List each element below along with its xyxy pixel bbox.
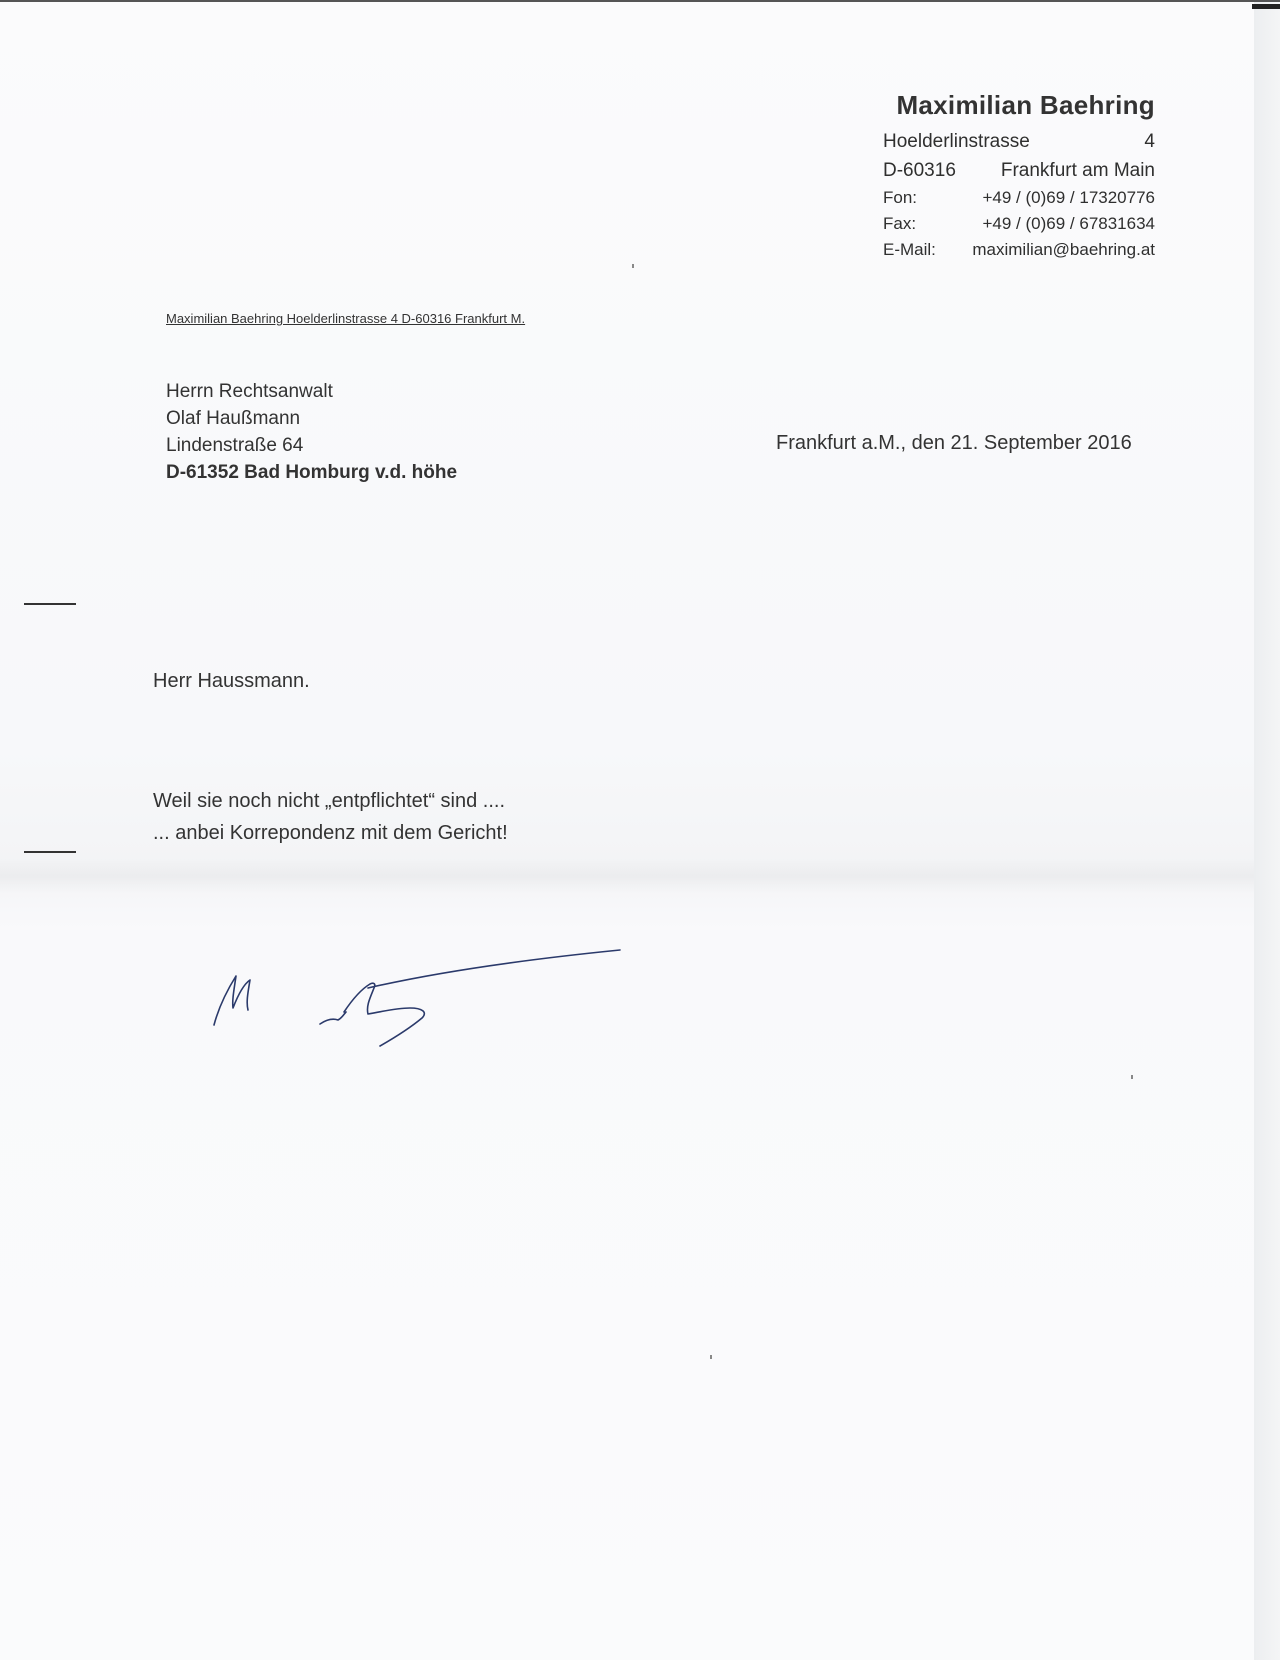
- sender-return-address: Maximilian Baehring Hoelderlinstrasse 4 D-60316 Frankfurt M.: [166, 311, 526, 326]
- letterhead-fax: +49 / (0)69 / 67831634: [982, 214, 1155, 233]
- letterhead-phone: +49 / (0)69 / 17320776: [982, 188, 1155, 207]
- scan-corner-mark: [1252, 4, 1280, 9]
- letterhead-email-row: [883, 237, 1155, 263]
- recipient-line-3: Lindenstraße 64: [166, 435, 304, 456]
- letterhead-email: maximilian@baehring.at: [972, 240, 1155, 259]
- recipient-address: [166, 378, 457, 486]
- letterhead: [883, 90, 1155, 263]
- body-line-2: ... anbei Korrepondenz mit dem Gericht!: [153, 822, 508, 844]
- letterhead-city-row: [883, 156, 1155, 185]
- letterhead-street-row: [883, 127, 1155, 156]
- recipient-line-1: Herrn Rechtsanwalt: [166, 381, 333, 402]
- letterhead-phone-label: Fon:: [883, 188, 918, 207]
- letterhead-fax-label: Fax:: [883, 214, 917, 233]
- letterhead-street: Hoelderlinstrasse: [883, 131, 1030, 152]
- scan-edge: [1254, 0, 1280, 1660]
- scan-top-edge: [0, 0, 1280, 2]
- recipient-line-2: Olaf Haußmann: [166, 408, 301, 429]
- scan-speck: [632, 264, 634, 268]
- fold-mark-upper: [24, 603, 76, 605]
- scan-speck: [1131, 1075, 1133, 1079]
- body-line-1: Weil sie noch nicht „entpflichtet“ sind ....: [153, 790, 506, 812]
- letterhead-phone-row: [883, 185, 1155, 211]
- letter-body: [153, 785, 508, 849]
- scan-speck: [710, 1355, 712, 1359]
- letter-date: Frankfurt a.M., den 21. September 2016: [776, 432, 1132, 454]
- letterhead-postal-code: D-60316: [883, 160, 956, 181]
- letterhead-house-number: 4: [1144, 131, 1155, 152]
- letterhead-name: Maximilian Baehring: [896, 90, 1155, 120]
- paper-fold: [0, 858, 1254, 894]
- handwritten-signature: [200, 940, 630, 1060]
- letterhead-email-label: E-Mail:: [883, 240, 936, 259]
- salutation: Herr Haussmann.: [153, 670, 310, 692]
- recipient-line-4: D-61352 Bad Homburg v.d. höhe: [166, 462, 458, 483]
- letterhead-fax-row: [883, 211, 1155, 237]
- fold-mark-lower: [24, 851, 76, 853]
- letterhead-city: Frankfurt am Main: [1000, 160, 1155, 181]
